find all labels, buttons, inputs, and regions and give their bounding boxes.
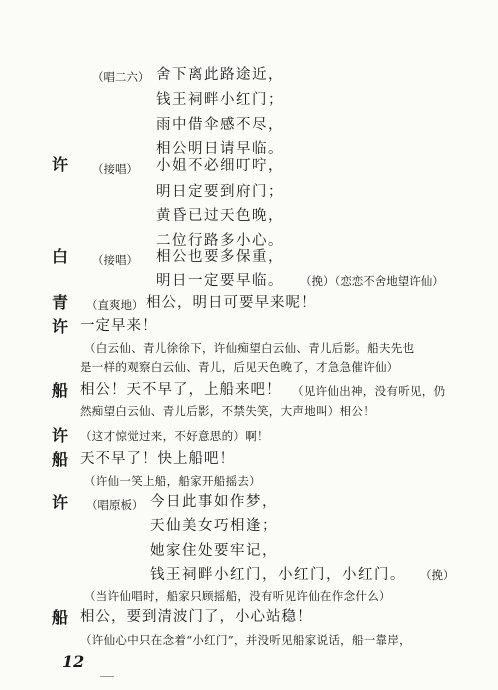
speaker-label: 许: [52, 155, 69, 174]
verse-line: 二位行路多小心。: [156, 233, 284, 249]
speaker-label: 青: [52, 293, 69, 312]
stage-direction: （许仙心中只在念着“小红门”，并没听见船家说话，船一靠岸，: [80, 633, 411, 647]
stage-direction: 是一样的观察白云仙、青儿，后见天色晚了，才急急催许仙）: [80, 360, 399, 374]
verse-line: 天仙美女巧相逢；: [150, 518, 278, 534]
verse-line: 明日一定要早临。: [156, 273, 284, 289]
verse-line: 明日定要到府门；: [156, 184, 284, 200]
speaker-label: 船: [52, 381, 69, 400]
print-mark: [100, 676, 114, 677]
speaker-label: 白: [52, 247, 69, 266]
verse-line: 今日此事如作梦，: [150, 494, 278, 510]
dialogue-line: 相公，明日可要早来呢！: [146, 295, 317, 311]
stage-direction: （挽）: [420, 568, 455, 582]
speaker-label: 船: [52, 450, 69, 469]
dialogue-line: 一定早来！: [80, 318, 158, 334]
stage-direction: （这才惊觉过来，不好意思的）啊！: [80, 429, 269, 443]
stage-direction: （白云仙、青儿徐徐下，许仙痴望白云仙、青儿后影。船夫先也: [84, 341, 415, 355]
speaker-label: 许: [52, 426, 69, 445]
stage-direction: （唱原板）: [86, 498, 144, 512]
page-number: 12: [62, 652, 85, 671]
stage-direction: （唱二六）: [92, 70, 150, 84]
verse-line: 她家住处要牢记，: [150, 543, 278, 559]
stage-direction: （许仙一笑上船，船家开船摇去）: [84, 474, 261, 488]
verse-line: 舍下离此路途近，: [156, 67, 284, 83]
verse-line: 雨中借伞感不尽，: [156, 117, 284, 133]
stage-direction: （当许仙唱时，船家只顾摇船，没有听见许仙在作念什么）: [84, 589, 391, 603]
verse-line: 钱王祠畔小红门；: [156, 92, 284, 108]
verse-line: 相公明日请早临。: [156, 141, 284, 157]
speaker-label: 许: [52, 317, 69, 336]
speaker-label: 许: [52, 493, 69, 512]
stage-direction: 然痴望白云仙、青儿后影，不禁失笑，大声地叫）相公！: [80, 404, 375, 418]
speaker-label: 船: [52, 608, 69, 627]
verse-line: 钱王祠畔小红门，小红门，小红门。: [150, 567, 406, 583]
stage-direction: （见许仙出神，没有听见，仍: [292, 384, 446, 398]
stage-direction: （直爽地）: [86, 298, 144, 312]
stage-direction: （接唱）: [92, 253, 138, 267]
dialogue-line: 天不早了！快上船吧！: [80, 451, 235, 467]
verse-line: 相公也要多保重，: [156, 249, 284, 265]
verse-line: 小姐不必细叮咛，: [156, 158, 284, 174]
verse-line: 黄昏已过天色晚，: [156, 208, 284, 224]
dialogue-line: 相公，要到清波门了，小心站稳！: [80, 609, 313, 625]
stage-direction: （挽）（恋恋不舍地望许仙）: [300, 274, 444, 288]
dialogue-line: 相公！天不早了，上船来吧！: [80, 382, 282, 398]
stage-direction: （接唱）: [92, 162, 138, 176]
